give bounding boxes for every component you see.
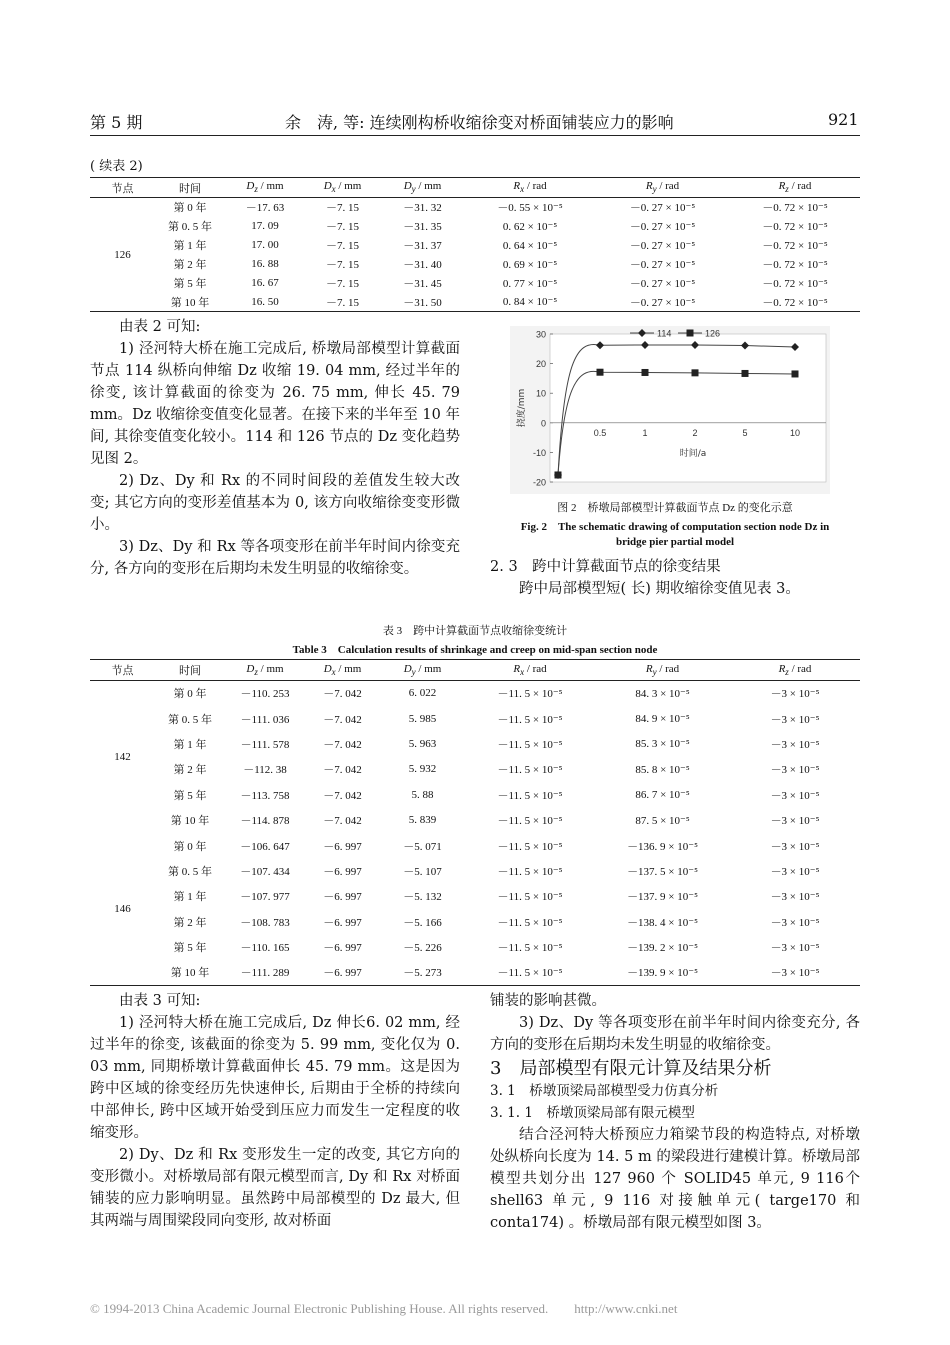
legend-marker-126 (687, 330, 694, 337)
table-cell: －113. 758 (240, 789, 290, 802)
t3-col-dz: $D_z$ / mm (225, 660, 305, 681)
table-cell: －107. 434 (240, 865, 290, 878)
table-row (90, 807, 860, 832)
table-cell: 5. 963 (408, 737, 437, 750)
y-axis-label: 挠度/mm (517, 388, 527, 428)
y-tick-label: 10 (535, 388, 546, 399)
x-tick-label: 2 (692, 427, 698, 438)
section-3-1-heading: 3. 1 桥墩顶梁局部模型受力仿真分析 (490, 1083, 719, 1099)
table-cell: －136. 9 × 10⁻⁵ (627, 840, 698, 853)
table-cell: －0. 27 × 10⁻⁵ (629, 259, 696, 271)
table-cell: －5. 226 (403, 942, 442, 955)
table-cell: －11. 5 × 10⁻⁵ (497, 891, 563, 904)
table-cell: －7. 15 (326, 278, 359, 290)
table-row (90, 934, 860, 959)
table-cell: 16. 67 (251, 277, 279, 289)
table-cell: －3 × 10⁻⁵ (770, 840, 820, 853)
table-cell: －5. 071 (403, 840, 442, 853)
table-row (90, 681, 860, 706)
table-cell: －11. 5 × 10⁻⁵ (497, 916, 563, 929)
section-2-3-heading: 2. 3 跨中计算截面节点的徐变结果 (490, 559, 721, 575)
table-cell: －31. 45 (403, 278, 442, 290)
table-cell: －0. 27 × 10⁻⁵ (629, 278, 696, 290)
table-cell: －139. 9 × 10⁻⁵ (595, 960, 730, 985)
col-dz: $D_z$ / mm (225, 178, 305, 198)
table-cell: －0. 55 × 10⁻⁵ (497, 202, 563, 215)
table-cell: －111. 289 (225, 960, 305, 985)
table-cell: －5. 273 (380, 960, 465, 985)
table-cell: 0. 77 × 10⁻⁵ (502, 277, 558, 290)
y-tick-label: 30 (535, 329, 546, 340)
table-cell: －11. 5 × 10⁻⁵ (497, 865, 563, 878)
table-cell: －5. 107 (403, 865, 442, 878)
t3-col-dx: $D_x$ / mm (305, 660, 380, 681)
table-cell: 第 2 年 (173, 916, 207, 929)
table-cell: 第 0. 5 年 (168, 865, 212, 878)
table-cell: －17. 63 (245, 202, 285, 215)
table-cell: －31. 32 (403, 202, 442, 215)
table-cell: －137. 9 × 10⁻⁵ (627, 891, 698, 904)
table-cell: －3 × 10⁻⁵ (770, 942, 820, 955)
table-cell: －107. 977 (240, 891, 290, 904)
table-cell: －7. 042 (323, 713, 362, 726)
table-cell: 第 1 年 (173, 738, 207, 751)
table-cell: －11. 5 × 10⁻⁵ (497, 789, 563, 802)
table-cell: 0. 69 × 10⁻⁵ (502, 258, 558, 271)
table2-point-1: 1) 泾河特大桥在施工完成后, 桥墩局部模型计算截面节点 114 纵桥向伸缩 Dz 收缩 19. 04 mm, 经过半年的徐变, 该计算截面的徐变为 26. 75 mm, 伸长 45. 79 mm。Dz 收缩徐变值变化显著。在接下来的半年至 10 年间, 其徐变值变化较小。114 和 126 节点的 Dz 变化趋势见图 2。 (90, 341, 460, 467)
table-row (90, 757, 860, 782)
table2-point-3: 3) Dz、Dy 和 Rx 等各项变形在前半年时间内徐变充分, 各方向的变形在后期均未发生明显的收缩徐变。 (90, 539, 460, 577)
table-cell: －7. 15 (305, 293, 380, 312)
table3 (90, 659, 860, 986)
section-3-heading: 3 局部模型有限元计算及结果分析 (490, 1058, 772, 1079)
table-cell: －5. 132 (403, 891, 442, 904)
table-cell: －111. 578 (240, 738, 290, 751)
table3-caption-en: Table 3 Calculation results of shrinkage and creep on mid-span section node (292, 644, 658, 656)
table-cell: 第 2 年 (173, 764, 207, 777)
table3-point-2: 2) Dy、Dz 和 Rx 变形发生一定的改变, 其它方向的变形微小。对桥墩局部有限元模型而言, Dy 和 Rx 对桥面铺装的应力影响明显。虽然跨中局部模型的 Dz 最大, 但其两端与周围梁段同向变形, 故对桥面 (90, 1147, 460, 1229)
data-point-126 (792, 370, 799, 377)
table-cell: 6. 022 (408, 687, 437, 700)
table-cell: 84. 3 × 10⁻⁵ (635, 687, 690, 700)
table-cell: 第 10 年 (155, 293, 225, 312)
table2 (90, 177, 860, 312)
table-cell: 第 10 年 (155, 960, 225, 985)
table-cell: －7. 15 (326, 259, 359, 271)
table-row (90, 293, 860, 312)
table-cell: 0. 84 × 10⁻⁵ (465, 293, 595, 312)
table-cell: 84. 9 × 10⁻⁵ (635, 713, 690, 726)
table-cell: －11. 5 × 10⁻⁵ (465, 960, 595, 985)
x-tick-label: 1 (642, 427, 648, 438)
table-cell: －11. 5 × 10⁻⁵ (497, 815, 563, 828)
section-3-1-1-heading: 3. 1. 1 桥墩顶梁局部有限元模型 (490, 1105, 695, 1121)
table-cell: －7. 15 (326, 240, 359, 252)
table-cell: 5. 88 (411, 788, 434, 801)
continued-text: 铺装的影响甚微。 (490, 993, 606, 1009)
table-cell: －6. 997 (323, 916, 362, 929)
x-tick-label: 0.5 (593, 427, 607, 438)
data-point-126 (642, 369, 649, 376)
legend-label-114: 114 (657, 328, 672, 339)
table-cell: －6. 997 (323, 865, 362, 878)
table-cell: 5. 839 (408, 814, 437, 827)
col-time: 时间 (155, 178, 225, 198)
table-cell: －11. 5 × 10⁻⁵ (497, 942, 563, 955)
table-row (90, 198, 860, 217)
table-row (90, 274, 860, 293)
table3-point-1: 1) 泾河特大桥在施工完成后, Dz 伸长6. 02 mm, 经过半年的徐变, 该截面的徐变为 5. 99 mm, 变化仅为 0. 03 mm, 同期桥墩计算截面伸长 45. 79 mm。这是因为跨中区域的徐变经历先快速伸长, 后期由于全桥的持续向中部伸长, 跨中区域开始受到压应力而发生一定程度的收缩变形。 (90, 1015, 460, 1141)
table-cell: 5. 932 (408, 763, 437, 776)
x-axis-label: 时间/a (679, 448, 707, 459)
table-cell: －112. 38 (243, 764, 287, 777)
table-cell: －3 × 10⁻⁵ (770, 815, 820, 828)
table-cell: －0. 27 × 10⁻⁵ (629, 202, 696, 215)
table-cell: －11. 5 × 10⁻⁵ (497, 764, 563, 777)
data-point-126 (555, 471, 562, 478)
table-cell: －3 × 10⁻⁵ (770, 916, 820, 929)
table-row (90, 884, 860, 909)
data-point-126 (742, 370, 749, 377)
data-point-126 (597, 369, 604, 376)
table-cell: －3 × 10⁻⁵ (730, 960, 860, 985)
table-cell: －0. 72 × 10⁻⁵ (762, 259, 828, 271)
col-rz: $R_z$ / rad (730, 178, 860, 198)
node-cell: 142 (114, 750, 131, 763)
table-cell: －0. 72 × 10⁻⁵ (762, 202, 828, 215)
table-cell: －3 × 10⁻⁵ (770, 713, 820, 726)
col-node: 节点 (90, 178, 155, 198)
page-number: 921 (828, 110, 859, 129)
plot-area (550, 334, 826, 482)
t3-col-time: 时间 (155, 660, 225, 681)
t3-col-dy: $D_y$ / mm (380, 660, 465, 681)
section-2-3-text: 跨中局部模型短( 长) 期收缩徐变值见表 3。 (519, 581, 800, 597)
running-title: 余 涛, 等: 连续刚构桥收缩徐变对桥面铺装应力的影响 (285, 113, 674, 132)
table-cell: －3 × 10⁻⁵ (770, 865, 820, 878)
table-cell: －6. 997 (323, 942, 362, 955)
table-row (90, 217, 860, 236)
table2-point-2: 2) Dz、Dy 和 Rx 的不同时间段的差值发生较大改变; 其它方向的变形差值基本为 0, 该方向收缩徐变变形微小。 (90, 473, 460, 533)
table-cell: －3 × 10⁻⁵ (770, 738, 820, 751)
figure2-caption-en-1: Fig. 2 The schematic drawing of computation section node Dz in (520, 521, 830, 533)
table-cell: 16. 50 (225, 293, 305, 312)
table-cell: 第 5 年 (173, 789, 207, 802)
right-text-block-1 (490, 556, 860, 600)
table-cell: 16. 88 (251, 258, 279, 270)
table-cell: 第 10 年 (170, 815, 210, 828)
table-cell: －110. 165 (240, 942, 290, 955)
table-row (90, 731, 860, 756)
table-cell: －11. 5 × 10⁻⁵ (497, 688, 563, 701)
table-cell: －138. 4 × 10⁻⁵ (627, 916, 698, 929)
table-cell: －31. 40 (403, 259, 442, 271)
table-cell: －7. 042 (323, 738, 362, 751)
y-tick-label: -20 (532, 477, 546, 488)
table-cell: －0. 27 × 10⁻⁵ (629, 221, 696, 233)
issue-number: 第 5 期 (90, 113, 143, 132)
table-cell: －31. 50 (380, 293, 465, 312)
table-cell: 17. 00 (251, 239, 279, 251)
table-row (90, 960, 860, 985)
table-cell: 第 0 年 (173, 840, 207, 853)
table-cell: －7. 15 (326, 221, 359, 233)
table-cell: －0. 72 × 10⁻⁵ (730, 293, 860, 312)
figure2-caption-en-2: bridge pier partial model (615, 536, 735, 548)
table3-intro: 由表 3 可知: (119, 993, 201, 1009)
y-tick-label: 0 (540, 418, 546, 429)
table-cell: －7. 15 (326, 202, 359, 215)
left-text-block-2 (90, 990, 460, 1232)
table-cell: －3 × 10⁻⁵ (770, 764, 820, 777)
table-cell: －0. 72 × 10⁻⁵ (762, 221, 828, 233)
header-rule (90, 135, 860, 136)
table-cell: 第 2 年 (173, 259, 207, 271)
legend-label-126: 126 (705, 328, 721, 339)
table-cell: －6. 997 (323, 840, 362, 853)
table-cell: －7. 042 (323, 815, 362, 828)
table-cell: 86. 7 × 10⁻⁵ (635, 789, 690, 802)
table-cell: －0. 72 × 10⁻⁵ (762, 278, 828, 290)
table-cell: 第 1 年 (173, 240, 207, 252)
table-cell: 85. 3 × 10⁻⁵ (635, 738, 690, 751)
figure2-caption-cn: 图 2 桥墩局部模型计算截面节点 Dz 的变化示意 (557, 502, 793, 514)
table-cell: －11. 5 × 10⁻⁵ (497, 738, 563, 751)
table-cell: －31. 37 (403, 240, 442, 252)
y-tick-label: 20 (535, 359, 546, 370)
left-text-block-1 (90, 316, 460, 580)
table3-point-3: 3) Dz、Dy 等各项变形在前半年时间内徐变充分, 各方向的变形在后期均未发生明显的收缩徐变。 (490, 1015, 860, 1053)
col-dy: $D_y$ / mm (380, 178, 465, 198)
table-row (90, 858, 860, 883)
t3-col-node: 节点 (90, 660, 155, 681)
table-cell: －11. 5 × 10⁻⁵ (497, 840, 563, 853)
table-row (90, 782, 860, 807)
t3-col-ry: $R_y$ / rad (595, 660, 730, 681)
right-text-block-2 (490, 990, 860, 1234)
table-cell: 第 5 年 (173, 942, 207, 955)
col-ry: $R_y$ / rad (595, 178, 730, 198)
table-cell: 第 1 年 (173, 891, 207, 904)
table-cell: 第 0. 5 年 (168, 713, 212, 726)
table-cell: －7. 042 (323, 764, 362, 777)
t3-col-rx: $R_x$ / rad (465, 660, 595, 681)
table-cell: －3 × 10⁻⁵ (770, 789, 820, 802)
y-tick-label: -10 (532, 447, 546, 458)
table-cell: －106. 647 (240, 840, 290, 853)
table-row (90, 706, 860, 731)
table-cell: －110. 253 (240, 688, 290, 701)
node-cell: 126 (90, 198, 155, 312)
table-row (90, 255, 860, 274)
table-cell: 85. 8 × 10⁻⁵ (635, 763, 690, 776)
table-cell: －0. 27 × 10⁻⁵ (595, 293, 730, 312)
table-cell: －3 × 10⁻⁵ (770, 688, 820, 701)
data-point-126 (692, 369, 699, 376)
table-cell: 第 0 年 (173, 688, 207, 701)
col-rx: $R_x$ / rad (465, 178, 595, 198)
table-cell: 0. 64 × 10⁻⁵ (502, 239, 558, 252)
table-cell: －0. 27 × 10⁻⁵ (629, 240, 696, 252)
table-row (90, 833, 860, 858)
x-tick-label: 10 (789, 427, 801, 438)
table-cell: 17. 09 (251, 220, 279, 232)
figure2-chart (510, 326, 830, 494)
table-cell: －137. 5 × 10⁻⁵ (627, 865, 698, 878)
table-row (90, 236, 860, 255)
table2-intro: 由表 2 可知: (119, 319, 201, 335)
x-tick-label: 5 (742, 427, 748, 438)
t3-col-rz: $R_z$ / rad (730, 660, 860, 681)
table-cell: －7. 042 (323, 688, 362, 701)
table-cell: －31. 35 (403, 221, 442, 233)
table-cell: －0. 72 × 10⁻⁵ (762, 240, 828, 252)
table-cell: 0. 62 × 10⁻⁵ (502, 220, 558, 233)
table-cell: 第 5 年 (173, 278, 207, 290)
col-dx: $D_x$ / mm (305, 178, 380, 198)
table-cell: －6. 997 (305, 960, 380, 985)
table3-caption-cn: 表 3 跨中计算截面节点收缩徐变统计 (382, 625, 568, 637)
table-cell: －5. 166 (403, 916, 442, 929)
table-cell: 5. 985 (408, 712, 437, 725)
table-cell: －3 × 10⁻⁵ (770, 891, 820, 904)
table2-continued-label: ( 续表 2) (90, 159, 143, 174)
table-cell: －114. 878 (240, 815, 290, 828)
section-3-1-1-text: 结合泾河特大桥预应力箱梁节段的构造特点, 对桥墩处纵桥向长度为 14. 5 m 的梁段进行建模计算。桥墩局部模型共划分出 127 960 个 SOLID45 单元, 9 116个 shell63 单元, 9 116 对接触单元( targe170 和 conta174) 。桥墩局部有限元模型如图 3。 (490, 1127, 860, 1231)
table-cell: －139. 2 × 10⁻⁵ (627, 942, 698, 955)
table-cell: －7. 042 (323, 789, 362, 802)
table-row (90, 909, 860, 934)
table-cell: 第 0 年 (173, 202, 207, 215)
table-cell: 第 0. 5 年 (168, 221, 212, 233)
table-cell: －108. 783 (240, 916, 290, 929)
node-cell: 146 (90, 833, 155, 985)
copyright-footer: © 1994-2013 China Academic Journal Electronic Publishing House. All rights reserved. http://www.cnki.net (90, 1301, 678, 1316)
table-cell: －11. 5 × 10⁻⁵ (497, 713, 563, 726)
table-cell: －111. 036 (240, 713, 290, 726)
table-cell: 87. 5 × 10⁻⁵ (635, 814, 690, 827)
table-cell: －6. 997 (323, 891, 362, 904)
